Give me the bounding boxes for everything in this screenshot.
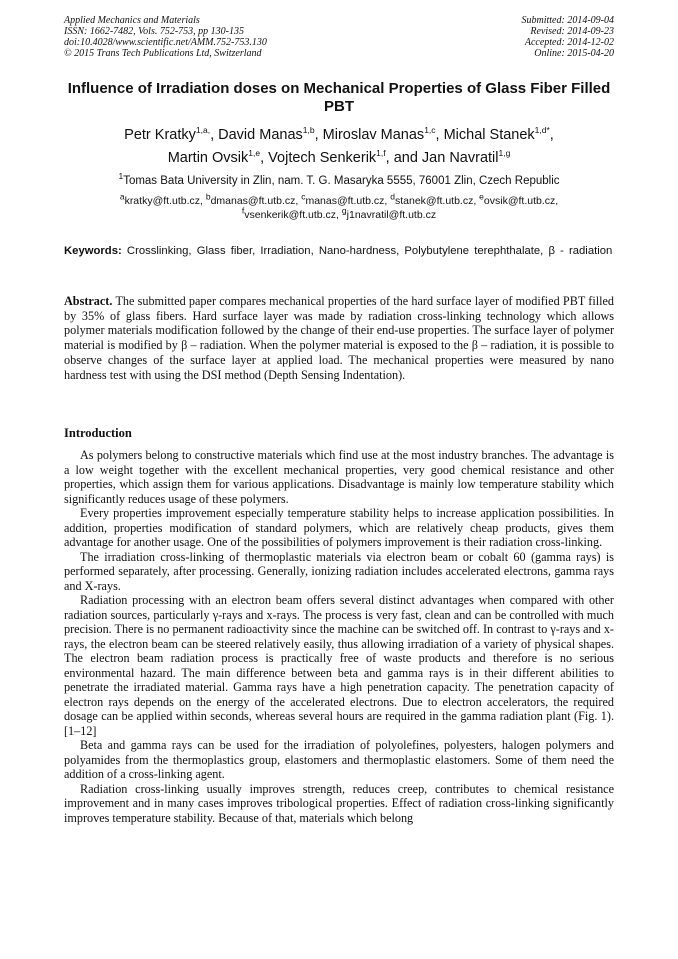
abstract-text: The submitted paper compares mechanical properties of the hard surface layer of modified PBT filled by 35% of glass fibers. Hard surface layer was made by radiation cross-linking technology which allows polymer materials modification followed by the change of their end-use properties. The surface layer of polymer material is modified by β – radiation. When the polymer material is exposed to the β – radiation, it is possible to observe changes of the surface layer at applied load. The mechanical properties were measured by nano hardness test with using the DSI method (Depth Sensing Indentation). bbox=[64, 294, 615, 382]
paragraph: As polymers belong to constructive materials which find use at the most industry branches. The advantage is a low weight together with the excellent mechanical properties, very good chemical resistance and other properties, which assign them for various applications. Disadvantage is mainly low temperature stability which significantly reduces usage of these polymers. bbox=[64, 448, 614, 506]
author: Miroslav Manas$^{1,c}$ bbox=[322, 125, 436, 143]
journal-info bbox=[64, 15, 267, 59]
paragraph: Radiation processing with an electron beam offers several distinct advantages when compared with other radiation sources, particularly γ-rays and x-rays. The process is very fast, clean and can be controlled with much precision. There is no permanent radioactivity since the machine can be switched off. In contrast to γ-rays and x-rays, the electron beam can be steered relatively easily, thus allowing irradiation of a variety of physical shapes. The electron beam radiation process is practically free of waste products and therefore is no serious environmental hazard. The main difference between beta and gamma rays is in their different abilities to penetrate the irradiated material. Gamma rays have a high penetration capacity. The penetration capacity of electron rays depends on the energy of the accelerated electrons. Due to electron accelerators, the required dosage can be applied within seconds, whereas several hours are required in the gamma radiation plant (Fig. 1). [1–12] bbox=[64, 593, 614, 738]
email-link[interactable]: $^g$j1navratil@ft.utb.cz bbox=[341, 205, 437, 221]
date-submitted: Submitted: 2014-09-04 bbox=[521, 15, 614, 26]
keywords bbox=[64, 244, 614, 258]
journal-issn: ISSN: 1662-7482, Vols. 752-753, pp 130-135 bbox=[64, 26, 244, 37]
abstract-label: Abstract. bbox=[64, 294, 113, 308]
author-emails bbox=[64, 191, 614, 222]
email-link[interactable]: $^a$kratky@ft.utb.cz, bbox=[119, 191, 203, 207]
author: Petr Kratky$^{1,a,}$ bbox=[124, 125, 211, 143]
author: Jan Navratil$^{1,g}$ bbox=[421, 148, 511, 166]
date-revised: Revised: 2014-09-23 bbox=[530, 26, 614, 37]
author: Martin Ovsik$^{1,e}$ bbox=[167, 148, 261, 166]
journal-doi: doi:10.4028/www.scientific.net/AMM.752-753.130 bbox=[64, 37, 267, 48]
author-list: Petr Kratky$^{1,a,}$, David Manas$^{1,b}$, Miroslav Manas$^{1,c}$, Michal Stanek$^{1,d*}$, Martin Ovsik$^{1,e}$, Vojtech Senkerik$^{1,f}$, and Jan Navratil$^{1,g}$ bbox=[124, 125, 554, 166]
publication-dates bbox=[522, 15, 615, 59]
affiliation: $^1$Tomas Bata University in Zlin, nam. T. G. Masaryka 5555, 76001 Zlin, Czech Republic bbox=[118, 171, 560, 187]
email-link[interactable]: $^b$dmanas@ft.utb.cz, bbox=[205, 191, 299, 207]
date-accepted: Accepted: 2014-12-02 bbox=[524, 37, 614, 48]
keywords-text: Crosslinking, Glass fiber, Irradiation, Nano-hardness, Polybutylene terephthalate, β - radiation bbox=[126, 245, 613, 257]
keywords-label: Keywords: bbox=[64, 245, 122, 257]
email-link[interactable]: $^f$vsenkerik@ft.utb.cz, bbox=[241, 205, 339, 221]
email-link[interactable]: $^d$stanek@ft.utb.cz, bbox=[390, 191, 477, 207]
abstract bbox=[64, 294, 614, 382]
email-link[interactable]: $^c$manas@ft.utb.cz, bbox=[301, 191, 388, 207]
paragraph: Radiation cross-linking usually improves strength, reduces creep, contributes to chemical resistance improvement and in many cases improves tribological properties. Effect of radiation cross-linking significantly improves temperature stability. Because of that, materials which belong bbox=[64, 781, 614, 825]
email-link[interactable]: $^e$ovsik@ft.utb.cz, bbox=[479, 191, 559, 207]
paragraph: The irradiation cross-linking of thermoplastic materials via electron beam or cobalt 60 (gamma rays) is performed separately, after processing. Generally, ionizing radiation includes accelerated electrons, gamma rays and X-rays. bbox=[64, 549, 614, 593]
paper-title: Influence of Irradiation doses on Mechanical Properties of Glass Fiber Filled PBT bbox=[67, 80, 611, 115]
journal-name: Applied Mechanics and Materials bbox=[64, 15, 200, 26]
paragraph: Beta and gamma rays can be used for the irradiation of polyolefines, polyesters, halogen polymers and polyamides from the thermoplastics group, elastomers and thermoplastic elastomers. Some of them need the addition of a cross-linking agent. bbox=[64, 738, 614, 781]
author: Michal Stanek$^{1,d*}$ bbox=[443, 125, 550, 143]
journal-copyright: © 2015 Trans Tech Publications Ltd, Switzerland bbox=[64, 48, 262, 59]
date-online: Online: 2015-04-20 bbox=[534, 48, 614, 59]
section-heading: Introduction bbox=[64, 426, 132, 440]
author: David Manas$^{1,b}$ bbox=[218, 125, 315, 143]
author: Vojtech Senkerik$^{1,f}$ bbox=[268, 148, 386, 166]
introduction-body bbox=[64, 448, 614, 825]
paragraph: Every properties improvement especially temperature stability helps to increase application possibilities. In addition, properties modification of standard polymers, which are relatively cheap products, gives them advantage for another usage. One of the possibilities of polymers improvement is their radiation cross-linking. bbox=[64, 506, 614, 549]
